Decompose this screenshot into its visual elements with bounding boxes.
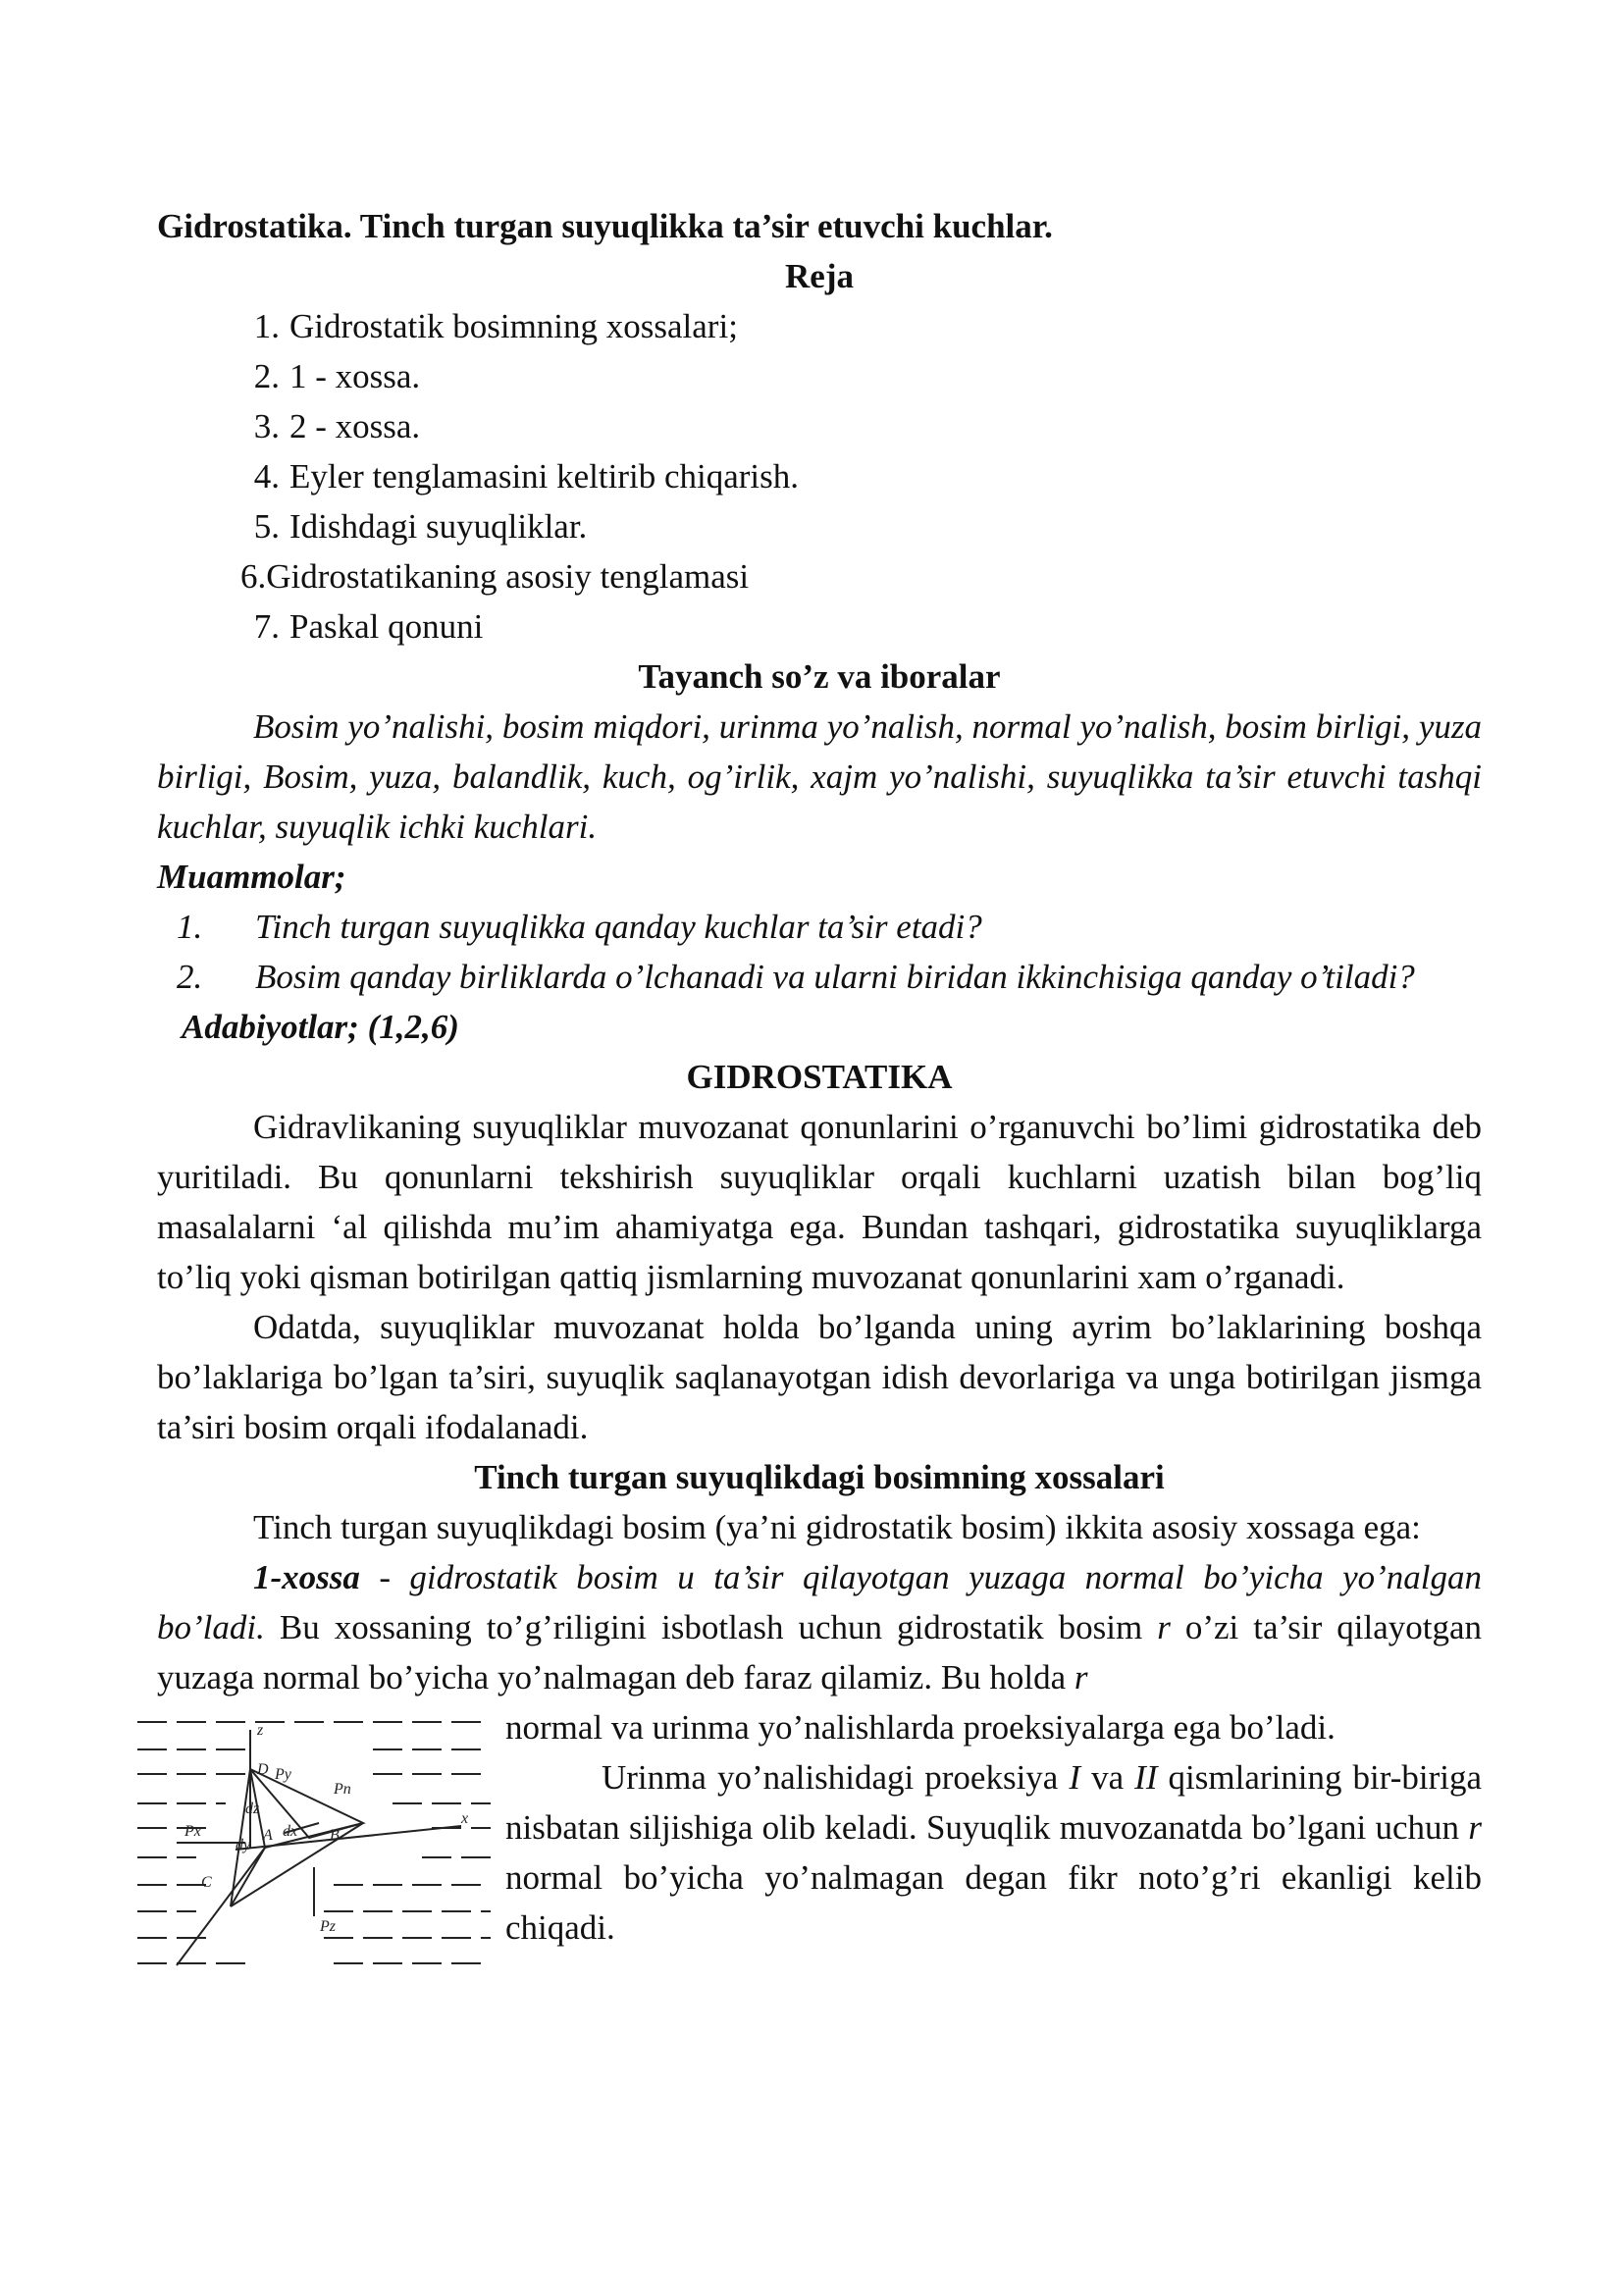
problems-heading: Muammolar; [157, 858, 346, 896]
plan-item [157, 451, 1482, 501]
plan-item-text: 1 - xossa. [289, 357, 421, 395]
label-z: z [257, 1722, 264, 1739]
label-b: B [330, 1827, 340, 1844]
label-dz: dz [245, 1800, 260, 1817]
label-pn: Pn [334, 1781, 351, 1798]
plan-item-text: Paskal qonuni [289, 607, 484, 646]
keywords-paragraph: Bosim yo’nalishi, bosim miqdori, urinma yo’nalish, normal yo’nalish, bosim birligi, yuza birligi, Bosim, yuza, balandlik, kuch, og’irlik, xajm yo’nalishi, suyuqlikka ta’sir etuvchi tashqi kuchlar, suyuqlik ichki kuchlari. [157, 707, 1482, 846]
figure-side-text [505, 1702, 1482, 1953]
plan-item [157, 551, 1482, 601]
figure-text-2 [505, 1752, 1482, 1953]
property-1-text-b: o’zi ta’sir qilayotgan yuzaga normal bo’yicha yo’nalmagan deb faraz qilamiz. Bu holda [157, 1608, 1483, 1696]
pressure-diagram-figure [137, 1710, 491, 1975]
property-1-paragraph [157, 1552, 1482, 1702]
plan-item-text: 6.Gidrostatikaning asosiy tenglamasi [240, 557, 750, 596]
figure-block [157, 1702, 1482, 1953]
label-px: Px [184, 1823, 201, 1840]
problem-text: Bosim qanday birliklarda o’lchanadi va ularni biridan ikkinchisiga qanday o’tiladi? [255, 958, 1415, 996]
label-c: C [201, 1874, 212, 1891]
problem-item [157, 902, 1482, 952]
plan-item [157, 301, 1482, 351]
subheading: Tinch turgan suyuqlikdagi bosimning xossalari [474, 1458, 1165, 1496]
literature-line: Adabiyotlar; (1,2,6) [182, 1008, 459, 1046]
plan-item [157, 351, 1482, 401]
problem-number: 1. [177, 908, 203, 946]
label-x: x [461, 1810, 469, 1827]
problems-list [157, 902, 1482, 1002]
paragraph-1: Gidravlikaning suyuqliklar muvozanat qonunlarini o’rganuvchi bo’limi gidrostatika deb yuritiladi. Bu qonunlarni tekshirish suyuqliklar orqali kuchlarni uzatish bilan bog’liq masalalarni ‘al qilishda mu’im ahamiyatga ega. Bundan tashqari, gidrostatika suyuqliklarga to’liq yoki qisman botirilgan qattiq jismlarning muvozanat qonunlarini xam o’rganadi. [157, 1108, 1482, 1296]
problem-item [157, 952, 1482, 1002]
problem-number: 2. [177, 958, 203, 996]
label-py: Py [275, 1766, 291, 1783]
plan-item-number: 1. [253, 307, 280, 345]
plan-item-text: Idishdagi suyuqliklar. [289, 507, 588, 546]
document-title: Gidrostatika. Tinch turgan suyuqlikka ta’sir etuvchi kuchlar. [157, 207, 1053, 245]
plan-item-text: Gidrostatik bosimning xossalari; [289, 307, 738, 345]
plan-item [157, 501, 1482, 551]
plan-heading: Reja [785, 257, 854, 295]
plan-item-number: 5. [253, 507, 280, 546]
figure-text-2d: normal bo’yicha yo’nalmagan degan fikr noto’g’ri ekanligi kelib chiqadi. [505, 1858, 1482, 1947]
label-a: A [263, 1827, 273, 1844]
label-dy: dy [236, 1837, 251, 1853]
problem-text: Tinch turgan suyuqlikka qanday kuchlar ta’sir etadi? [255, 908, 982, 946]
property-1-text-a: Bu xossaning to’g’riligini isbotlash uchun gidrostatik bosim [264, 1608, 1158, 1646]
property-1-label: 1-xossa [253, 1558, 360, 1596]
plan-list [157, 301, 1482, 652]
plan-item-number: 4. [253, 457, 280, 496]
variable-II: II [1134, 1758, 1158, 1797]
variable-I: I [1069, 1758, 1081, 1797]
property-1-statement: - gidrostatik bosim u ta’sir qilayotgan yuzaga normal bo’yicha yo’nalgan bo’ladi. [157, 1558, 1482, 1646]
paragraph-3: Tinch turgan suyuqlikdagi bosim (ya’ni gidrostatik bosim) ikkita asosiy xossaga ega: [253, 1508, 1421, 1546]
plan-item [157, 601, 1482, 652]
variable-r: r [1074, 1658, 1088, 1696]
variable-r: r [1157, 1608, 1171, 1646]
figure-text-2a: Urinma yo’nalishidagi proeksiya [602, 1758, 1070, 1797]
label-d: D [257, 1761, 269, 1778]
plan-item-text: Eyler tenglamasini keltirib chiqarish. [289, 457, 800, 496]
plan-item-number: 3. [253, 407, 280, 445]
paragraph-2: Odatda, suyuqliklar muvozanat holda bo’lganda uning ayrim bo’laklarining boshqa bo’laklariga bo’lgan ta’siri, suyuqlik saqlanayotgan idish devorlariga va unga botirilgan jismga ta’siri bosim orqali ifodalanadi. [157, 1308, 1482, 1446]
variable-r: r [1468, 1808, 1482, 1847]
plan-item-text: 2 - xossa. [289, 407, 421, 445]
keywords-heading: Tayanch so’z va iboralar [638, 657, 1001, 696]
label-dx: dx [283, 1823, 298, 1840]
plan-item-number: 2. [253, 357, 280, 395]
plan-item-number: 7. [253, 607, 280, 646]
label-pz: Pz [320, 1918, 336, 1935]
figure-text-1: normal va urinma yo’nalishlarda proeksiyalarga ega bo’ladi. [505, 1708, 1336, 1747]
figure-text-2c: qismlarining bir-biriga nisbatan siljishiga olib keladi. Suyuqlik muvozanatda bo’lgani uchun [505, 1758, 1482, 1847]
document-page [157, 201, 1482, 1953]
plan-item [157, 401, 1482, 451]
section-heading: GIDROSTATIKA [686, 1058, 953, 1096]
figure-text-2b: va [1080, 1758, 1135, 1797]
